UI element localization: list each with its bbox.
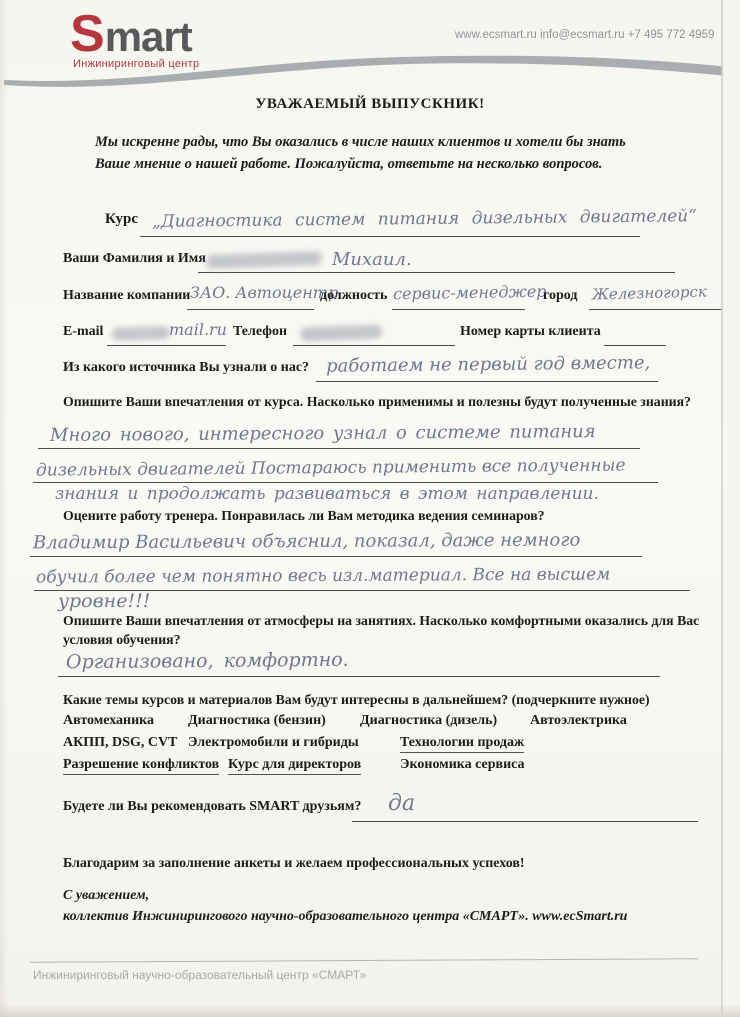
- question-impressions: Опишите Ваши впечатления от курса. Насколько применимы и полезны будут полученные знания?: [63, 394, 691, 409]
- handwritten-atmosphere: Организовано, комфортно.: [65, 648, 349, 674]
- handwritten-impressions-1: Много нового, интересного узнал о системе питания: [49, 421, 596, 446]
- handwritten-first-name: Михаил.: [332, 249, 412, 270]
- company-label: Название компании: [63, 288, 191, 303]
- handwritten-city: Железногорск: [591, 282, 708, 304]
- topic-ev-hybrids: Электромобили и гибриды: [188, 735, 359, 750]
- topic-diagnostics-petrol: Диагностика (бензин): [188, 713, 326, 728]
- source-label: Из какого источника Вы узнали о нас?: [63, 360, 310, 375]
- topic-autoelectrics: Автоэлектрика: [530, 713, 627, 728]
- card-label: Номер карты клиента: [460, 324, 601, 339]
- header-swoosh-divider: [0, 44, 740, 96]
- email-label: E-mail: [63, 324, 104, 339]
- redaction-smudge-email: [112, 326, 170, 341]
- handwritten-trainer-3: уровне!!!: [58, 590, 151, 612]
- thanks-text: Благодарим за заполнение анкеты и желаем профессиональных успехов!: [63, 856, 525, 871]
- topic-diagnostics-diesel: Диагностика (дизель): [360, 713, 498, 728]
- question-atmosphere: Опишите Ваши впечатления от атмосферы на занятиях. Насколько комфортными оказались для Вас условия обучения?: [63, 613, 700, 648]
- handwritten-trainer-2: обучил более чем понятно весь изл.материал. Все на высшем: [35, 564, 611, 588]
- handwritten-recommend: да: [388, 791, 416, 816]
- topic-sales-technologies: Технологии продаж: [400, 735, 524, 753]
- handwritten-source: работаем не первый год вместе,: [325, 352, 651, 377]
- topic-conflict-resolution: Разрешение конфликтов: [63, 757, 219, 775]
- city-label: город: [543, 288, 578, 303]
- logo-subtitle: Инжиниринговый центр: [73, 58, 200, 70]
- handwritten-course: „Диагностика систем питания дизельных двигателей“: [151, 206, 697, 232]
- header-contact-info: www.ecsmart.ru info@ecsmart.ru +7 495 772 4959: [455, 29, 715, 41]
- recommend-label: Будете ли Вы рекомендовать SMART друзьям?: [63, 799, 362, 814]
- card-line: [604, 321, 666, 346]
- question-trainer: Оцените работу тренера. Понравилась ли Вам методика ведения семинаров?: [63, 508, 545, 523]
- handwritten-position: сервис-менеджер: [392, 281, 547, 304]
- redaction-smudge-phone: [300, 325, 382, 342]
- question-topics: Какие темы курсов и материалов Вам будут интересны в дальнейшем? (подчеркните нужное): [63, 692, 650, 707]
- scan-right-margin: [723, 0, 740, 1017]
- phone-label: Телефон: [233, 324, 288, 339]
- footer-divider: [30, 958, 698, 962]
- topic-automechanics: Автомеханика: [63, 713, 155, 728]
- handwritten-trainer-1: Владимир Васильевич объяснил, показал, даже немного: [32, 529, 581, 554]
- logo-letter-s: S: [70, 5, 105, 63]
- team-signature-text: коллектив Инжинирингового научно-образовательного центра «СМАРТ». www.ecSmart.ru: [63, 909, 628, 924]
- topic-service-economics: Экономика сервиса: [400, 757, 525, 772]
- name-label: Ваши Фамилия и Имя: [63, 251, 206, 266]
- scan-left-shadow: [0, 0, 8, 1017]
- handwritten-email: mail.ru: [169, 320, 227, 339]
- scan-page-edge: [721, 0, 723, 1017]
- course-label: Курс: [105, 211, 139, 227]
- regards-text: С уважением,: [63, 888, 150, 903]
- scan-bottom-shadow: [0, 1004, 740, 1017]
- page-title: УВАЖАЕМЫЙ ВЫПУСКНИК!: [255, 96, 485, 112]
- footer-text: Инжиниринговый научно-образовательный центр «СМАРТ»: [33, 968, 367, 982]
- logo-word-mart: mart: [104, 13, 192, 60]
- intro-paragraph: Мы искренне рады, что Вы оказались в числе наших клиентов и хотели бы знать Ваше мнение о нашей работе. Пожалуйста, ответьте на несколько вопросов.: [95, 134, 626, 173]
- handwritten-impressions-3: знания и продолжать развиваться в этом направлении.: [55, 484, 599, 504]
- topic-directors-course: Курс для директоров: [228, 757, 361, 775]
- topic-akpp-dsg-cvt: АКПП, DSG, CVT: [63, 735, 178, 750]
- handwritten-company: ЗАО. Автоцентр: [190, 283, 339, 302]
- position-label: должность: [320, 288, 388, 303]
- handwritten-impressions-2: дизельных двигателей Постараюсь применить все полученные: [35, 455, 626, 481]
